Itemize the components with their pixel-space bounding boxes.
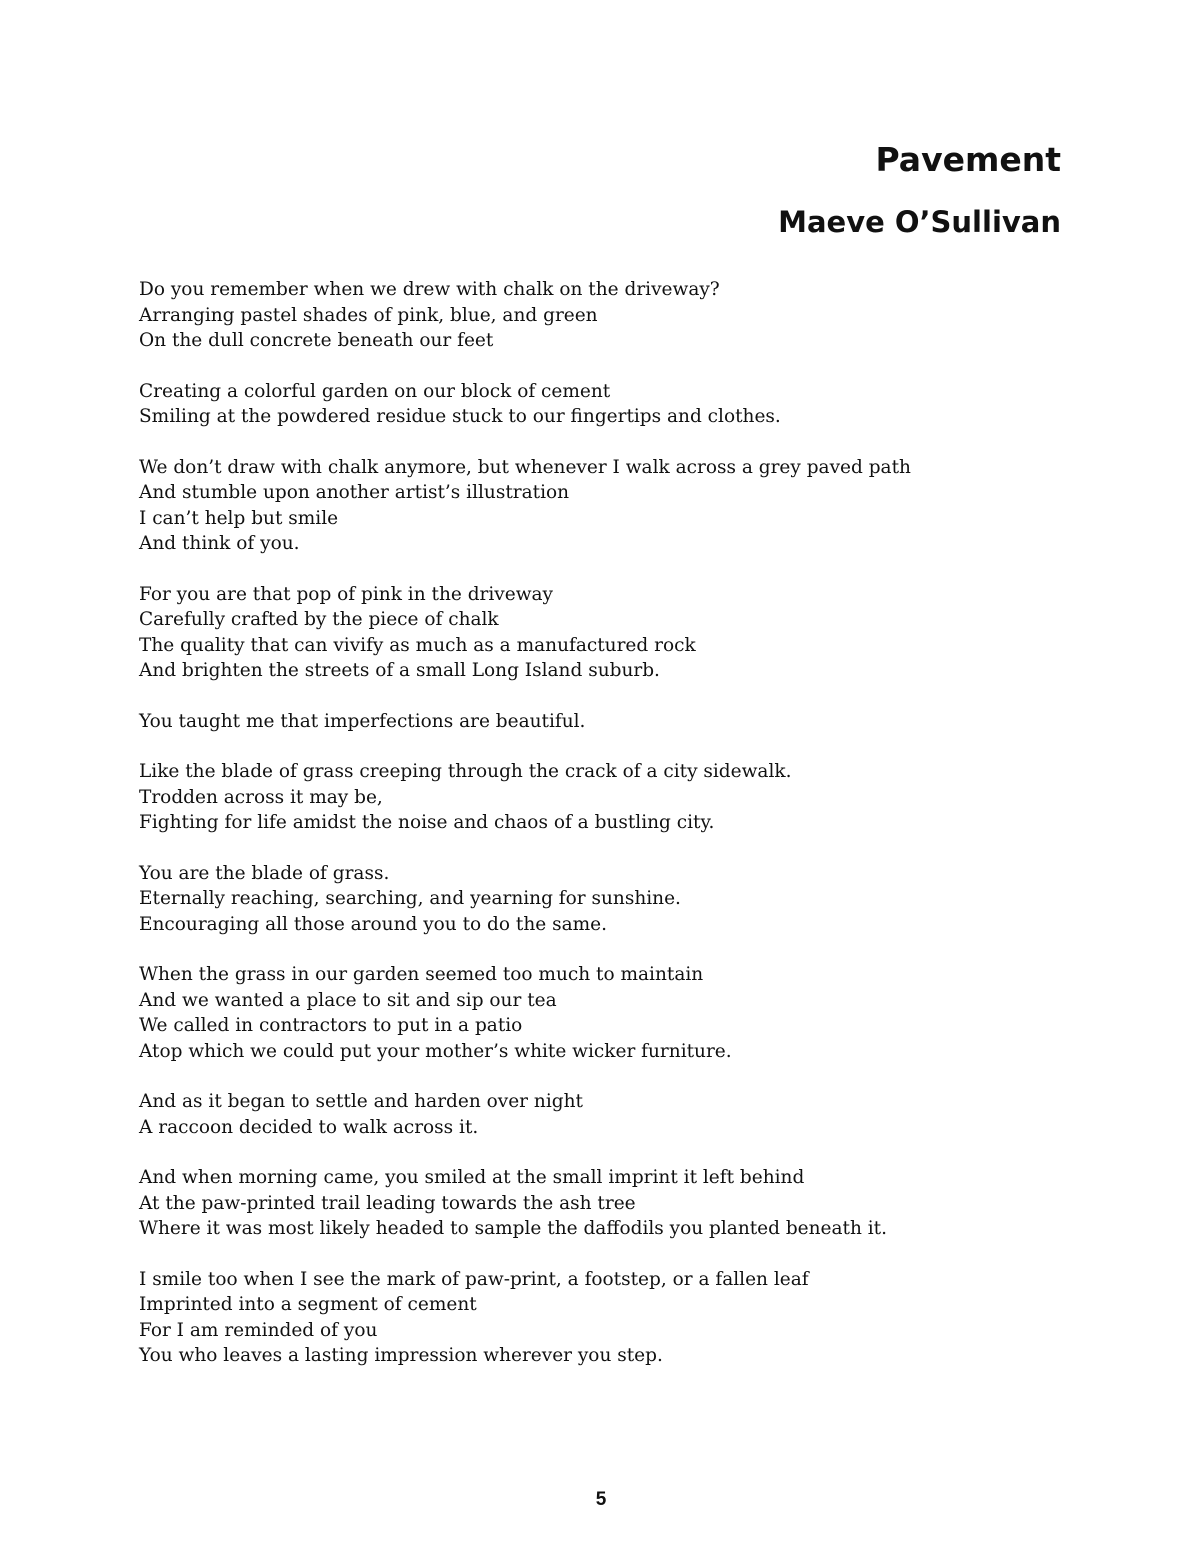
poem-line: On the dull concrete beneath our feet [139,330,494,351]
poem-line: And as it began to settle and harden over night [139,1091,583,1112]
page-number: 5 [595,1489,607,1510]
poem-line: Eternally reaching, searching, and yearning for sunshine. [139,888,681,909]
poem-line: We called in contractors to put in a patio [139,1015,523,1036]
poem-body [139,277,1039,1394]
stanza [139,861,1039,938]
poem-line: Encouraging all those around you to do the same. [139,913,607,935]
stanza [139,962,1039,1064]
poem-line: And think of you. [139,533,300,554]
stanza [139,1267,1039,1369]
poem-line: You who leaves a lasting impression wherever you step. [139,1345,663,1366]
poem-line: For I am reminded of you [139,1319,378,1341]
poem-line: A raccoon decided to walk across it. [139,1116,479,1138]
poem-line: Creating a colorful garden on our block of cement [139,380,611,402]
poem-line: Smiling at the powdered residue stuck to our fingertips and clothes. [139,406,781,427]
stanza [139,1089,1039,1140]
poem-title: Pavement [875,140,1061,179]
poem-line: You are the blade of grass. [139,862,390,884]
poem-line: Trodden across it may be, [139,786,383,808]
poem-line: Fighting for life amidst the noise and chaos of a bustling city. [139,812,715,833]
poem-line: I can’t help but smile [139,507,339,529]
stanza [139,277,1039,354]
poem-line: I smile too when I see the mark of paw-print, a footstep, or a fallen leaf [139,1268,809,1290]
stanza [139,455,1039,557]
poem-line: You taught me that imperfections are beautiful. [139,710,586,732]
stanza [139,1165,1039,1242]
poem-line: At the paw-printed trail leading towards the ash tree [139,1192,636,1214]
stanza [139,709,1039,735]
poem-line: Do you remember when we drew with chalk on the driveway? [139,279,720,300]
poem-line: Carefully crafted by the piece of chalk [139,609,499,630]
poem-line: The quality that can vivify as much as a manufactured rock [139,634,696,656]
poem-line: For you are that pop of pink in the driveway [139,583,554,605]
poem-line: We don’t draw with chalk anymore, but whenever I walk across a grey paved path [139,456,911,478]
stanza [139,582,1039,684]
stanza [139,379,1039,430]
poem-line: When the grass in our garden seemed too much to maintain [139,964,704,985]
poem-line: And we wanted a place to sit and sip our tea [139,989,557,1011]
poem-line: Atop which we could put your mother’s white wicker furniture. [139,1040,732,1062]
poem-line: Imprinted into a segment of cement [139,1294,477,1315]
poem-header [778,138,1061,242]
poem-line: And when morning came, you smiled at the small imprint it left behind [139,1167,805,1188]
poem-line: Where it was most likely headed to sample the daffodils you planted beneath it. [139,1218,887,1239]
poem-line: Arranging pastel shades of pink, blue, and green [139,304,598,326]
poem-line: And stumble upon another artist’s illustration [139,482,570,503]
stanza [139,759,1039,836]
poem-author: Maeve O’Sullivan [778,205,1061,239]
poem-line: Like the blade of grass creeping through the crack of a city sidewalk. [139,761,792,782]
poem-line: And brighten the streets of a small Long Island suburb. [139,660,660,681]
